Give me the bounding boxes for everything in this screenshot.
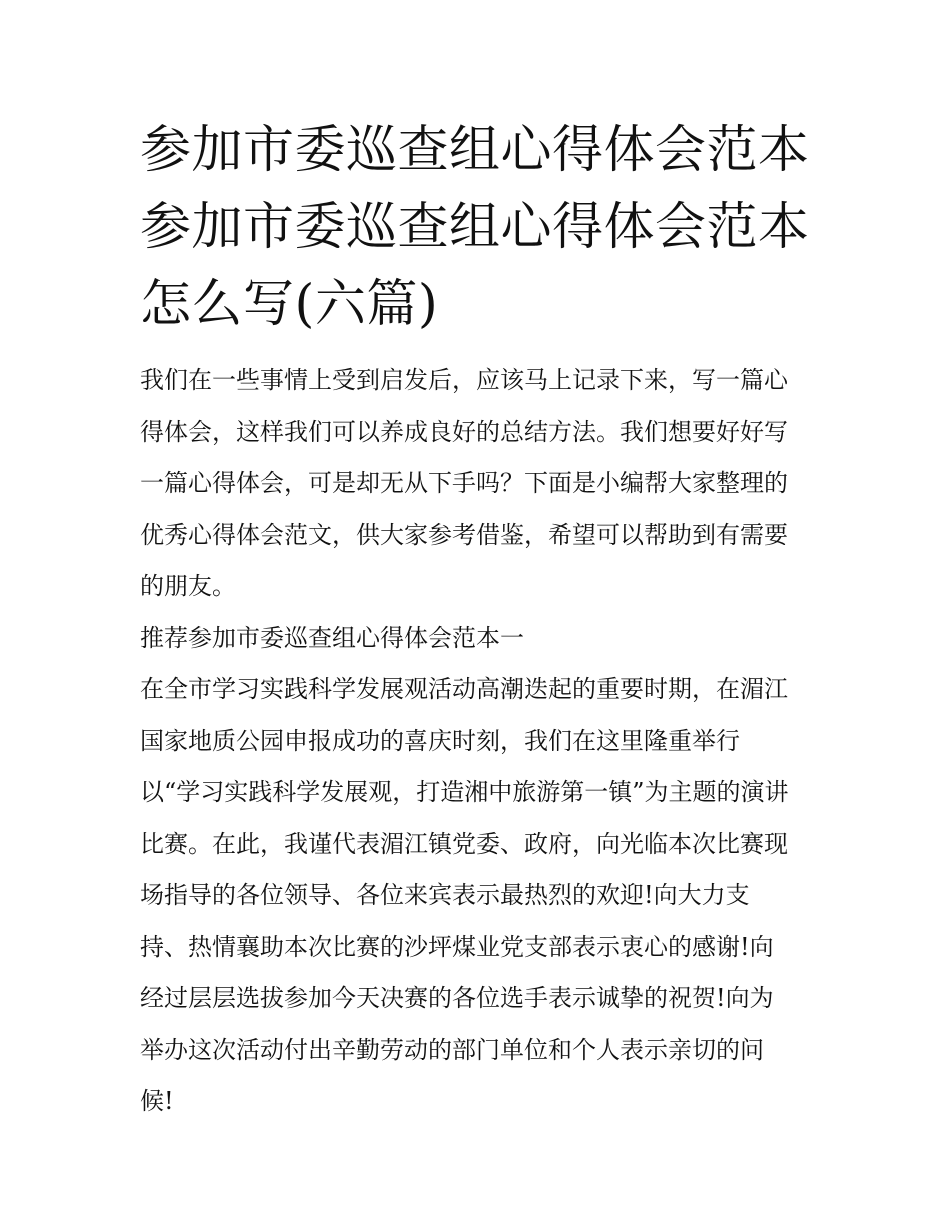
text-line: 持、热情襄助本次比赛的沙坪煤业党支部表示衷心的感谢!向 xyxy=(140,932,774,961)
text-line: 我们在一些事情上受到启发后，应该马上记录下来，写一篇心 xyxy=(140,366,788,394)
text-line: 得体会，这样我们可以养成良好的总结方法。我们想要好好写 xyxy=(140,417,788,446)
text-line: 优秀心得体会范文，供大家参考借鉴，希望可以帮助到有需要 xyxy=(140,520,788,549)
text-line: 在全市学习实践科学发展观活动高潮迭起的重要时期，在湄江 xyxy=(140,675,788,703)
text-line: 国家地质公园申报成功的喜庆时刻，我们在这里隆重举行 xyxy=(140,726,740,755)
title-line: 怎么写(六篇) xyxy=(140,275,439,334)
title-line: 参加市委巡查组心得体会范本 xyxy=(140,198,810,257)
section-paragraph xyxy=(140,664,820,1128)
text-line: 场指导的各位领导、各位来宾表示最热烈的欢迎!向大力支 xyxy=(140,881,750,909)
text-line: 候! xyxy=(140,1087,174,1115)
text-line: 的朋友。 xyxy=(140,572,236,600)
text-line: 举办这次活动付出辛勤劳动的部门单位和个人表示亲切的问 xyxy=(140,1035,764,1064)
document-title xyxy=(140,112,820,343)
document-body xyxy=(140,355,820,1128)
text-line: 经过层层选拔参加今天决赛的各位选手表示诚挚的祝贺!向为 xyxy=(140,984,774,1012)
section-heading: 推荐参加市委巡查组心得体会范本一 xyxy=(140,623,524,652)
document-page xyxy=(140,112,820,1128)
text-line: 以“学习实践科学发展观，打造湘中旅游第一镇”为主题的演讲 xyxy=(140,778,789,806)
intro-paragraph xyxy=(140,355,820,613)
text-line: 一篇心得体会，可是却无从下手吗？下面是小编帮大家整理的 xyxy=(140,469,788,497)
title-line: 参加市委巡查组心得体会范本 xyxy=(140,121,810,180)
text-line: 比赛。在此，我谨代表湄江镇党委、政府，向光临本次比赛现 xyxy=(140,829,788,858)
